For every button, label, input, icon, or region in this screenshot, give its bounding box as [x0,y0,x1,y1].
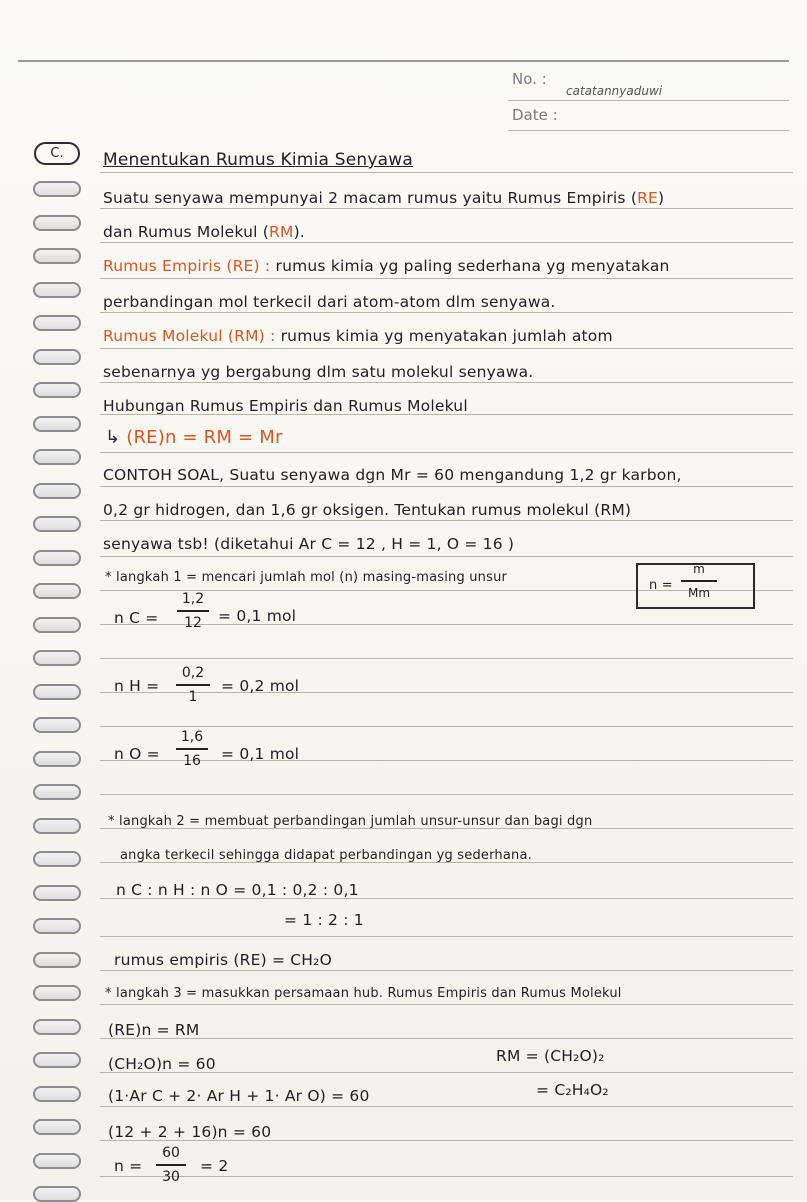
nC-numerator: 1,2 [181,591,205,607]
spiral-ring [33,248,81,264]
n-lhs: n = [114,1157,143,1175]
step-3: * langkah 3 = masukkan persamaan hub. Rumus Empiris dan Rumus Molekul [105,986,622,1001]
spiral-ring [33,382,81,398]
intro-line-1 [103,188,664,208]
re-def-1: rumus kimia yg paling sederhana yg menyatakan [275,257,670,275]
intro2-text-a: dan Rumus Molekul ( [103,223,270,241]
spiral-ring [33,885,81,901]
no-value: catatannyaduwi [566,84,663,98]
spiral-ring [33,918,81,934]
intro2-text-b: ). [293,223,305,241]
nO-denominator: 16 [183,753,201,769]
fraction-bar [156,1164,186,1166]
box-numerator: m [693,562,705,576]
spiral-ring [33,784,81,800]
rm-definition-line-2: sebenarnya yg bergabung dlm satu molekul senyawa. [103,363,534,381]
n-fraction [156,1144,186,1186]
spiral-ring [33,349,81,365]
fraction-bar [177,610,209,612]
example-line-3: senyawa tsb! (diketahui Ar C = 12 , H = 1, O = 16 ) [103,535,515,553]
fraction-bar [176,748,208,750]
example-line-2: 0,2 gr hidrogen, dan 1,6 gr oksigen. Tentukan rumus molekul (RM) [103,501,632,519]
box-denominator: Mm [687,586,711,600]
spiral-ring [33,751,81,767]
ruled-line [100,658,793,659]
top-rule [18,60,789,62]
ruled-line [100,382,793,383]
fraction-bar [681,580,717,582]
ruled-line [100,970,793,971]
no-label: No. : [512,70,547,88]
date-label: Date : [512,106,558,124]
spiral-ring [33,952,81,968]
spiral-ring [33,818,81,834]
ruled-line [100,208,793,209]
date-line [508,130,789,131]
intro-text-b: ) [658,189,665,207]
intro-text-a: Suatu senyawa mempunyai 2 macam rumus yaitu Rumus Empiris ( [103,189,638,207]
intro-re: RE [637,189,659,207]
section-title: Menentukan Rumus Kimia Senyawa [103,150,413,170]
n-result: = 2 [200,1157,229,1175]
nH-result: = 0,2 mol [221,677,300,695]
spiral-ring [33,717,81,733]
spiral-ring [33,684,81,700]
ruled-line [100,452,793,453]
spiral-ring [33,181,81,197]
equation-1: (RE)n = RM [108,1021,200,1039]
nO-result: = 0,1 mol [221,745,300,763]
spiral-ring [33,516,81,532]
spiral-ring [33,650,81,666]
spiral-ring [33,550,81,566]
no-line [508,100,789,101]
equation-2: (CH₂O)n = 60 [108,1055,216,1073]
example-line-1: CONTOH SOAL, Suatu senyawa dgn Mr = 60 mengandung 1,2 gr karbon, [103,466,682,484]
nC-denominator: 12 [184,615,202,631]
spiral-ring [33,315,81,331]
re-definition-line-2: perbandingan mol terkecil dari atom-atom dlm senyawa. [103,293,556,311]
ruled-line [100,312,793,313]
spiral-ring [33,851,81,867]
ratio-line-2: = 1 : 2 : 1 [284,911,364,929]
n-numerator: 60 [162,1145,180,1161]
nO-fraction [176,728,208,770]
nO-numerator: 1,6 [180,729,204,745]
ruled-line [100,1004,793,1005]
ruled-line [100,242,793,243]
equation-4: (12 + 2 + 16)n = 60 [108,1123,272,1141]
nO-lhs: n O = [114,745,160,763]
spiral-ring [33,1086,81,1102]
section-badge: C. [34,142,80,165]
ruled-line [100,726,793,727]
rm-def-1: rumus kimia yg menyatakan jumlah atom [280,327,613,345]
spiral-ring [33,483,81,499]
rm-result-2: = C₂H₄O₂ [536,1081,609,1099]
rm-term: Rumus Molekul (RM) : [103,327,276,345]
step-1: * langkah 1 = mencari jumlah mol (n) masing-masing unsur [105,570,508,585]
empirical-formula: rumus empiris (RE) = CH₂O [114,951,332,969]
re-definition-line-1 [103,256,670,276]
nC-fraction [177,590,209,632]
nC-lhs: n C = [114,609,159,627]
spiral-ring [33,617,81,633]
ruled-line [100,936,793,937]
spiral-ring [33,282,81,298]
spiral-ring [33,416,81,432]
ruled-line [100,556,793,557]
equation-3: (1·Ar C + 2· Ar H + 1· Ar O) = 60 [108,1087,370,1105]
rm-result-1: RM = (CH₂O)₂ [496,1047,605,1065]
ruled-line [100,794,793,795]
relation-formula: (RE)n = RM = Mr [126,427,283,448]
spiral-ring [33,215,81,231]
spiral-ring [33,449,81,465]
step-2-line-1: * langkah 2 = membuat perbandingan jumlah unsur-unsur dan bagi dgn [108,814,593,829]
spiral-ring [33,985,81,1001]
fraction-bar [176,684,210,686]
spiral-ring [33,1153,81,1169]
rm-definition-line-1 [103,326,613,346]
nH-lhs: n H = [114,677,160,695]
arrow-icon: ↳ [105,427,121,448]
spiral-ring [33,1052,81,1068]
spiral-ring [33,583,81,599]
relation-heading: Hubungan Rumus Empiris dan Rumus Molekul [103,397,468,415]
intro-line-2 [103,222,305,242]
re-term: Rumus Empiris (RE) : [103,257,271,275]
relation-line [105,428,283,448]
spiral-ring [33,1119,81,1135]
nH-numerator: 0,2 [181,665,205,681]
nH-denominator: 1 [188,689,198,705]
ratio-line-1: n C : n H : n O = 0,1 : 0,2 : 0,1 [116,881,359,899]
step-2-line-2: angka terkecil sehingga didapat perbandingan yg sederhana. [120,848,532,863]
ruled-line [100,486,793,487]
box-lhs: n = [649,578,673,593]
nH-fraction [176,664,210,706]
spiral-ring [33,1019,81,1035]
ruled-line [100,1038,793,1039]
intro2-rm: RM [269,223,294,241]
box-fraction [681,560,717,602]
ruled-line [100,1176,793,1177]
ruled-line [100,520,793,521]
ruled-line [100,172,793,173]
n-denominator: 30 [162,1169,180,1185]
ruled-line [100,1106,793,1107]
ruled-line [100,278,793,279]
ruled-line [100,348,793,349]
nC-result: = 0,1 mol [218,607,297,625]
